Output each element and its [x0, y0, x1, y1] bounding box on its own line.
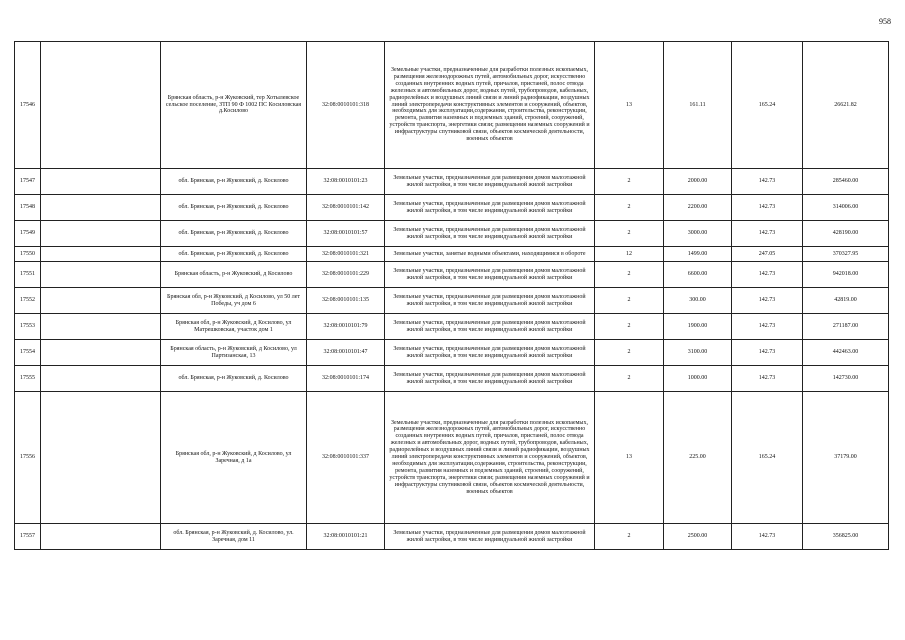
land-use-cell: Земельные участки, предназначенные для размещения домов малоэтажной жилой застройки, в том числе индивидуальной жилой застройки [385, 524, 595, 550]
address-cell: обл. Брянская, р-н Жуковский, д. Косилово [161, 221, 307, 247]
use-code-cell: 13 [595, 42, 664, 169]
row-number: 17554 [15, 340, 41, 366]
blank-cell [41, 221, 161, 247]
land-use-cell: Земельные участки, занятые водными объектами, находящимися в обороте [385, 247, 595, 262]
row-number: 17552 [15, 288, 41, 314]
area-cell: 6600.00 [664, 262, 732, 288]
blank-cell [41, 392, 161, 524]
table-row [15, 169, 889, 195]
cadastral-number-cell: 32:08:0010101:47 [307, 340, 385, 366]
address-cell: Брянская обл, р-н Жуковский, д Косилово, ул Матрешковская, участок дом 1 [161, 314, 307, 340]
row-number: 17546 [15, 42, 41, 169]
rate-cell: 165.24 [732, 392, 803, 524]
address-cell: Брянская область, р-н Жуковский, д Косилово, ул Партизанская, 13 [161, 340, 307, 366]
blank-cell [41, 314, 161, 340]
row-number: 17547 [15, 169, 41, 195]
cadastral-number-cell: 32:08:0010101:174 [307, 366, 385, 392]
blank-cell [41, 247, 161, 262]
address-cell: Брянская обл, р-н Жуковский, д Косилово, ул Заречная, д 1а [161, 392, 307, 524]
address-cell: обл. Брянская, р-н Жуковский, д. Косилово [161, 366, 307, 392]
land-use-cell: Земельные участки, предназначенные для размещения домов малоэтажной жилой застройки, в том числе индивидуальной жилой застройки [385, 221, 595, 247]
area-cell: 2200.00 [664, 195, 732, 221]
table-row [15, 288, 889, 314]
blank-cell [41, 524, 161, 550]
address-cell: обл. Брянская, р-н Жуковский, д. Косилово [161, 247, 307, 262]
cadastral-value-cell: 271187.00 [803, 314, 889, 340]
blank-cell [41, 169, 161, 195]
land-use-cell: Земельные участки, предназначенные для размещения домов малоэтажной жилой застройки, в том числе индивидуальной жилой застройки [385, 288, 595, 314]
address-cell: Брянская обл, р-н Жуковский, д Косилово, ул 50 лет Победы, уч дом 6 [161, 288, 307, 314]
cadastral-number-cell: 32:08:0010101:79 [307, 314, 385, 340]
area-cell: 2500.00 [664, 524, 732, 550]
table-row [15, 262, 889, 288]
rate-cell: 142.73 [732, 524, 803, 550]
use-code-cell: 2 [595, 288, 664, 314]
use-code-cell: 2 [595, 221, 664, 247]
row-number: 17555 [15, 366, 41, 392]
use-code-cell: 2 [595, 340, 664, 366]
table-row [15, 314, 889, 340]
rate-cell: 142.73 [732, 195, 803, 221]
table-row [15, 247, 889, 262]
area-cell: 161.11 [664, 42, 732, 169]
cadastral-value-cell: 142730.00 [803, 366, 889, 392]
blank-cell [41, 288, 161, 314]
row-number: 17548 [15, 195, 41, 221]
cadastral-value-cell: 42819.00 [803, 288, 889, 314]
rate-cell: 165.24 [732, 42, 803, 169]
cadastral-value-cell: 37179.00 [803, 392, 889, 524]
row-number: 17557 [15, 524, 41, 550]
use-code-cell: 2 [595, 262, 664, 288]
rate-cell: 142.73 [732, 169, 803, 195]
cadastral-number-cell: 32:08:0010101:229 [307, 262, 385, 288]
blank-cell [41, 262, 161, 288]
area-cell: 300.00 [664, 288, 732, 314]
land-use-cell: Земельные участки, предназначенные для размещения домов малоэтажной жилой застройки, в том числе индивидуальной жилой застройки [385, 366, 595, 392]
cadastral-value-cell: 942018.00 [803, 262, 889, 288]
address-cell: Брянская область, р-н Жуковский, д Косилово [161, 262, 307, 288]
land-registry-table [14, 41, 889, 550]
cadastral-number-cell: 32:08:0010101:57 [307, 221, 385, 247]
row-number: 17549 [15, 221, 41, 247]
cadastral-value-cell: 442463.00 [803, 340, 889, 366]
address-cell: обл. Брянская, р-н Жуковский, д. Косилово [161, 195, 307, 221]
cadastral-number-cell: 32:08:0010101:21 [307, 524, 385, 550]
cadastral-value-cell: 285460.00 [803, 169, 889, 195]
cadastral-value-cell: 428190.00 [803, 221, 889, 247]
address-cell: обл. Брянская, р-н Жуковский, д. Косилово, ул. Заречная, дом 11 [161, 524, 307, 550]
use-code-cell: 2 [595, 169, 664, 195]
cadastral-number-cell: 32:08:0010101:142 [307, 195, 385, 221]
land-use-cell: Земельные участки, предназначенные для размещения домов малоэтажной жилой застройки, в том числе индивидуальной жилой застройки [385, 262, 595, 288]
address-cell: Брянская область, р-н Жуковский, тер Хотылевское сельское поселение, ЗТП 90 Ф 1002 ПС Косиловская д.Косилово [161, 42, 307, 169]
table-body [15, 42, 889, 550]
land-use-cell: Земельные участки, предназначенные для разработки полезных ископаемых, размещения железнодорожных путей, автомобильных дорог, искусственно созданных внутренних водных путей, причалов, пристаней, полос отвода железных и автомобильных дорог, водных путей, трубопроводов, кабельных, радиорелейных и воздушных линий связи и линий радиофикации, воздушных линий электропередачи конструктивных элементов и сооружений, объектов, необходимых для эксплуатации,содержания, строительства, реконструкции, ремонта, развития наземных и подземных зданий, строений, сооружений, устройств транспорта, энергетики связи; размещения наземных сооружений и инфраструктуры спутниковой связи, объектов космической деятельности, военных объектов [385, 42, 595, 169]
row-number: 17556 [15, 392, 41, 524]
use-code-cell: 12 [595, 247, 664, 262]
cadastral-number-cell: 32:08:0010101:337 [307, 392, 385, 524]
area-cell: 1499.00 [664, 247, 732, 262]
blank-cell [41, 195, 161, 221]
rate-cell: 142.73 [732, 262, 803, 288]
table-row [15, 340, 889, 366]
area-cell: 3000.00 [664, 221, 732, 247]
area-cell: 3100.00 [664, 340, 732, 366]
use-code-cell: 2 [595, 314, 664, 340]
rate-cell: 142.73 [732, 288, 803, 314]
rate-cell: 142.73 [732, 340, 803, 366]
rate-cell: 142.73 [732, 221, 803, 247]
cadastral-value-cell: 26621.82 [803, 42, 889, 169]
blank-cell [41, 366, 161, 392]
page-number: 958 [879, 17, 891, 26]
blank-cell [41, 42, 161, 169]
land-use-cell: Земельные участки, предназначенные для размещения домов малоэтажной жилой застройки, в том числе индивидуальной жилой застройки [385, 340, 595, 366]
area-cell: 225.00 [664, 392, 732, 524]
area-cell: 1000.00 [664, 366, 732, 392]
row-number: 17550 [15, 247, 41, 262]
use-code-cell: 2 [595, 524, 664, 550]
table-row [15, 42, 889, 169]
row-number: 17551 [15, 262, 41, 288]
cadastral-number-cell: 32:08:0010101:135 [307, 288, 385, 314]
land-use-cell: Земельные участки, предназначенные для размещения домов малоэтажной жилой застройки, в том числе индивидуальной жилой застройки [385, 314, 595, 340]
land-use-cell: Земельные участки, предназначенные для размещения домов малоэтажной жилой застройки, в том числе индивидуальной жилой застройки [385, 169, 595, 195]
cadastral-value-cell: 356825.00 [803, 524, 889, 550]
rate-cell: 247.05 [732, 247, 803, 262]
rate-cell: 142.73 [732, 314, 803, 340]
use-code-cell: 2 [595, 366, 664, 392]
row-number: 17553 [15, 314, 41, 340]
land-use-cell: Земельные участки, предназначенные для разработки полезных ископаемых, размещения железнодорожных путей, автомобильных дорог, искусственно созданных внутренних водных путей, причалов, пристаней, полос отвода железных и автомобильных дорог, водных путей, трубопроводов, кабельных, радиорелейных и воздушных линий связи и линий радиофикации, воздушных линий электропередачи конструктивных элементов и сооружений, объектов, необходимых для эксплуатации,содержания, строительства, реконструкции, ремонта, развития наземных и подземных зданий, строений, сооружений, устройств транспорта, энергетики связи; размещения наземных сооружений и инфраструктуры спутниковой связи, объектов космической деятельности, военных объектов [385, 392, 595, 524]
use-code-cell: 13 [595, 392, 664, 524]
cadastral-number-cell: 32:08:0010101:318 [307, 42, 385, 169]
table-row [15, 195, 889, 221]
cadastral-value-cell: 370327.95 [803, 247, 889, 262]
cadastral-number-cell: 32:08:0010101:321 [307, 247, 385, 262]
area-cell: 1900.00 [664, 314, 732, 340]
table-row [15, 524, 889, 550]
rate-cell: 142.73 [732, 366, 803, 392]
cadastral-number-cell: 32:08:0010101:23 [307, 169, 385, 195]
blank-cell [41, 340, 161, 366]
area-cell: 2000.00 [664, 169, 732, 195]
address-cell: обл. Брянская, р-н Жуковский, д. Косилово [161, 169, 307, 195]
land-use-cell: Земельные участки, предназначенные для размещения домов малоэтажной жилой застройки, в том числе индивидуальной жилой застройки [385, 195, 595, 221]
table-row [15, 366, 889, 392]
use-code-cell: 2 [595, 195, 664, 221]
table-row [15, 221, 889, 247]
table-row [15, 392, 889, 524]
cadastral-value-cell: 314006.00 [803, 195, 889, 221]
